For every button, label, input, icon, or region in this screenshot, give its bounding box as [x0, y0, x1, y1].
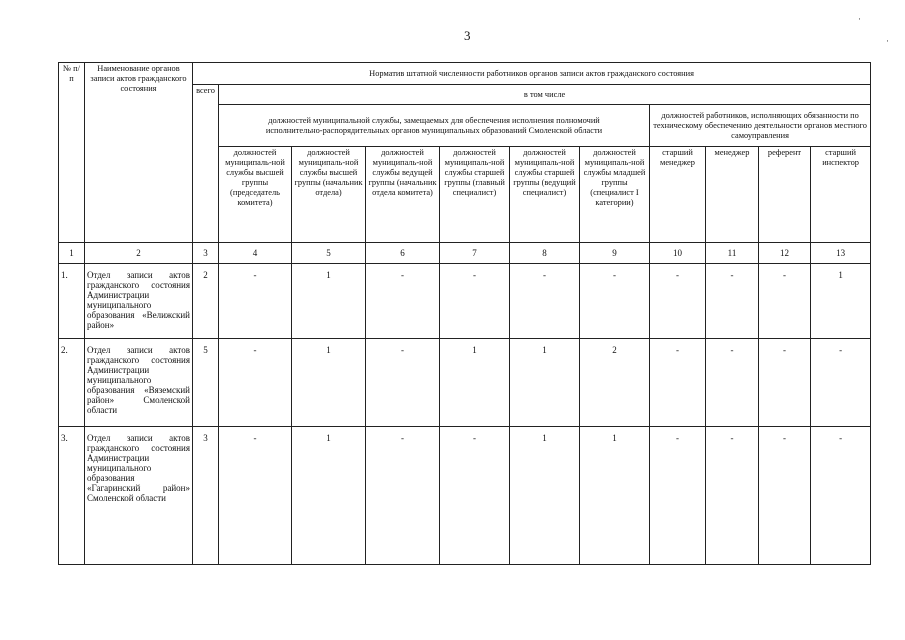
row-value: 2 [580, 339, 650, 427]
row-value: - [440, 264, 510, 339]
col-number: 1 [59, 243, 85, 264]
header-col-7: должностей муниципаль-ной службы старшей группы (главный специалист) [440, 147, 510, 243]
page-number: 3 [464, 28, 471, 43]
row-value: - [650, 427, 706, 565]
col-number: 3 [193, 243, 219, 264]
row-value: 1 [292, 264, 366, 339]
row-value: - [510, 264, 580, 339]
header-col-11: менеджер [706, 147, 759, 243]
row-value: - [706, 264, 759, 339]
col-number: 7 [440, 243, 510, 264]
row-value: - [811, 339, 871, 427]
row-value: - [366, 264, 440, 339]
col-number: 12 [759, 243, 811, 264]
row-value: - [366, 339, 440, 427]
row-org-name: Отдел записи актов гражданского состояния Администрации муниципального образования «Вяземский район» Смоленской области [85, 339, 193, 427]
row-org-name: Отдел записи актов гражданского состояния Администрации муниципального образования «Велижский район» [85, 264, 193, 339]
header-col-8: должностей муниципаль-ной службы старшей группы (ведущий специалист) [510, 147, 580, 243]
row-value: 5 [193, 339, 219, 427]
header-col-12: референт [759, 147, 811, 243]
header-municipal-group: должностей муниципальной службы, замещаемых для обеспечения исполнения полномочий исполнительно-распорядительных органов муниципальных образований Смоленской области [219, 105, 650, 147]
col-number: 4 [219, 243, 292, 264]
row-value: - [219, 264, 292, 339]
row-value: 1 [510, 339, 580, 427]
row-value: 1 [440, 339, 510, 427]
row-value: - [219, 427, 292, 565]
col-number: 13 [811, 243, 871, 264]
row-value: - [811, 427, 871, 565]
staff-norm-table [58, 62, 871, 565]
header-including: в том числе [219, 85, 871, 105]
column-numbers-row [59, 243, 871, 264]
header-col-10: старший менеджер [650, 147, 706, 243]
col-number: 9 [580, 243, 650, 264]
row-no: 3. [59, 427, 85, 565]
row-value: 1 [510, 427, 580, 565]
row-value: 1 [580, 427, 650, 565]
row-no: 1. [59, 264, 85, 339]
header-total: всего [193, 85, 219, 243]
table-row [59, 427, 871, 565]
row-value: - [706, 339, 759, 427]
row-value: - [706, 427, 759, 565]
scan-speck: · [886, 36, 889, 46]
row-value: - [650, 339, 706, 427]
col-number: 10 [650, 243, 706, 264]
col-number: 6 [366, 243, 440, 264]
row-value: - [580, 264, 650, 339]
row-org-name: Отдел записи актов гражданского состояния Администрации муниципального образования «Гагаринский район» Смоленской области [85, 427, 193, 565]
header-no: № п/п [59, 63, 85, 243]
header-col-6: должностей муниципаль-ной службы ведущей группы (начальник отдела комитета) [366, 147, 440, 243]
col-number: 5 [292, 243, 366, 264]
col-number: 8 [510, 243, 580, 264]
row-value: - [650, 264, 706, 339]
col-number: 2 [85, 243, 193, 264]
header-col-13: старший инспектор [811, 147, 871, 243]
row-value: - [366, 427, 440, 565]
row-value: - [759, 427, 811, 565]
row-value: - [759, 264, 811, 339]
row-value: 1 [292, 339, 366, 427]
row-value: 1 [292, 427, 366, 565]
row-value: 1 [811, 264, 871, 339]
row-value: - [440, 427, 510, 565]
table-row [59, 264, 871, 339]
row-no: 2. [59, 339, 85, 427]
row-value: - [759, 339, 811, 427]
row-value: 3 [193, 427, 219, 565]
header-col-9: должностей муниципаль-ной службы младшей группы (специалист I категории) [580, 147, 650, 243]
header-tech-group: должностей работников, исполняющих обязанности по техническому обеспечению деятельности органов местного самоуправления [650, 105, 871, 147]
header-norm-title: Норматив штатной численности работников органов записи актов гражданского состояния [193, 63, 871, 85]
header-org-name: Наименование органов записи актов гражданского состояния [85, 63, 193, 243]
table-row [59, 339, 871, 427]
row-value: 2 [193, 264, 219, 339]
scan-speck: · [858, 14, 861, 24]
header-col-4: должностей муниципаль-ной службы высшей группы (председатель комитета) [219, 147, 292, 243]
col-number: 11 [706, 243, 759, 264]
row-value: - [219, 339, 292, 427]
header-col-5: должностей муниципаль-ной службы высшей группы (начальник отдела) [292, 147, 366, 243]
